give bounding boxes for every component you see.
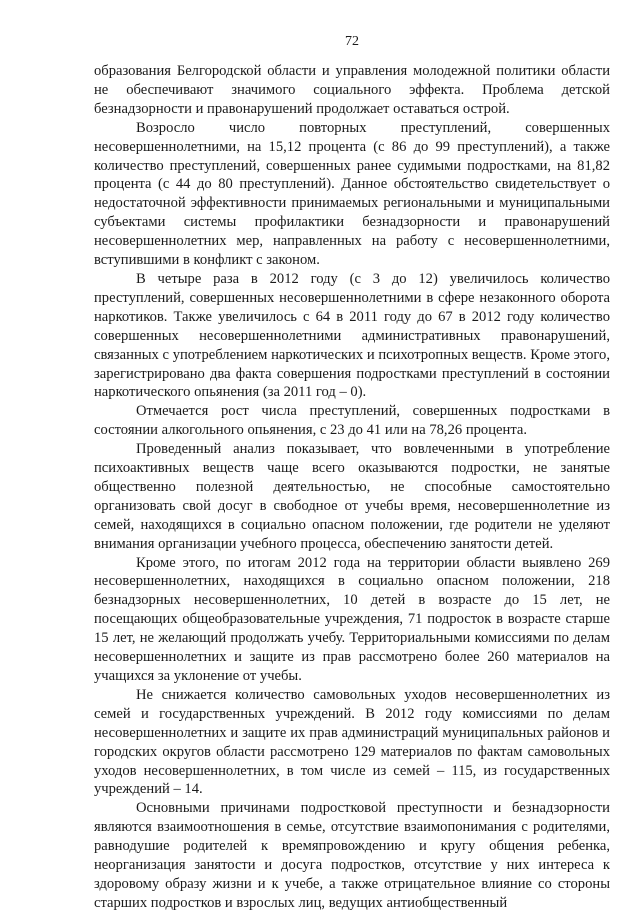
- paragraph-8: Основными причинами подростковой преступности и безнадзорности являются взаимоотношения в семье, отсутствие взаимопонимания с родителями, равнодушие родителей к времяпровождению и кругу общения ребенка, неорганизация занятости и досуга подростков, отсутствие у них интереса к здоровому образу жизни и к учебе, а также отрицательное влияние со стороны старших подростков и взрослых лиц, ведущих антиобщественный: [94, 800, 610, 911]
- paragraph-5: Проведенный анализ показывает, что вовлеченными в употребление психоактивных веществ чаще всего оказываются подростки, не занятые общественно полезной деятельностью, не способные самостоятельно организовать свой досуг в свободное от учебы время, несовершеннолетние из семей, находящихся в социально опасном положении, где родители не уделяют внимания организации учебного процесса, обеспечению занятости детей.: [94, 441, 610, 552]
- paragraph-6: Кроме этого, по итогам 2012 года на территории области выявлено 269 несовершеннолетних, находящихся в социально опасном положении, 218 безнадзорных несовершеннолетних, 10 детей в возрасте до 15 лет, не посещающих общеобразовательные учреждения, 71 подросток в возрасте старше 15 лет, не желающий продолжать учебу. Территориальными комиссиями по делам несовершеннолетних и защите из прав рассмотрено более 260 материалов на учащихся за уклонение от учебы.: [94, 554, 610, 684]
- page-number: 72: [345, 34, 359, 49]
- document-body: [94, 62, 610, 913]
- paragraph-1: образования Белгородской области и управления молодежной политики области не обеспечивают значимого социального эффекта. Проблема детской безнадзорности и правонарушений продолжает оставаться острой.: [94, 63, 610, 117]
- paragraph-3: В четыре раза в 2012 году (с 3 до 12) увеличилось количество преступлений, совершенных несовершеннолетними в сфере незаконного оборота наркотиков. Также увеличилось с 64 в 2011 году до 67 в 2012 году количество совершенных несовершеннолетними административных правонарушений, связанных с употреблением наркотических и психотропных веществ. Кроме этого, зарегистрировано два факта совершения подростками преступлений в состоянии наркотического опьянения (за 2011 год – 0).: [94, 270, 610, 401]
- paragraph-2: Возросло число повторных преступлений, совершенных несовершеннолетними, на 15,12 процента (с 86 до 99 преступлений), а также количество преступлений, совершенных ранее судимыми подростками, на 81,82 процента (с 44 до 80 преступлений). Данное обстоятельство свидетельствует о недостаточной эффективности принимаемых региональными и муниципальными субъектами системы профилактики безнадзорности и правонарушений несовершеннолетних мер, направленных на работу с несовершеннолетними, вступившими в конфликт с законом.: [94, 119, 610, 269]
- paragraph-4: Отмечается рост числа преступлений, совершенных подростками в состоянии алкогольного опьянения, с 23 до 41 или на 78,26 процента.: [94, 403, 610, 439]
- paragraph-7: Не снижается количество самовольных уходов несовершеннолетних из семей и государственных учреждений. В 2012 году комиссиями по делам несовершеннолетних и защите их прав администраций муниципальных районов и городских округов области рассмотрено 129 материалов по фактам самовольных уходов несовершеннолетних, в том числе из семей – 115, из государственных учреждений – 14.: [94, 686, 610, 798]
